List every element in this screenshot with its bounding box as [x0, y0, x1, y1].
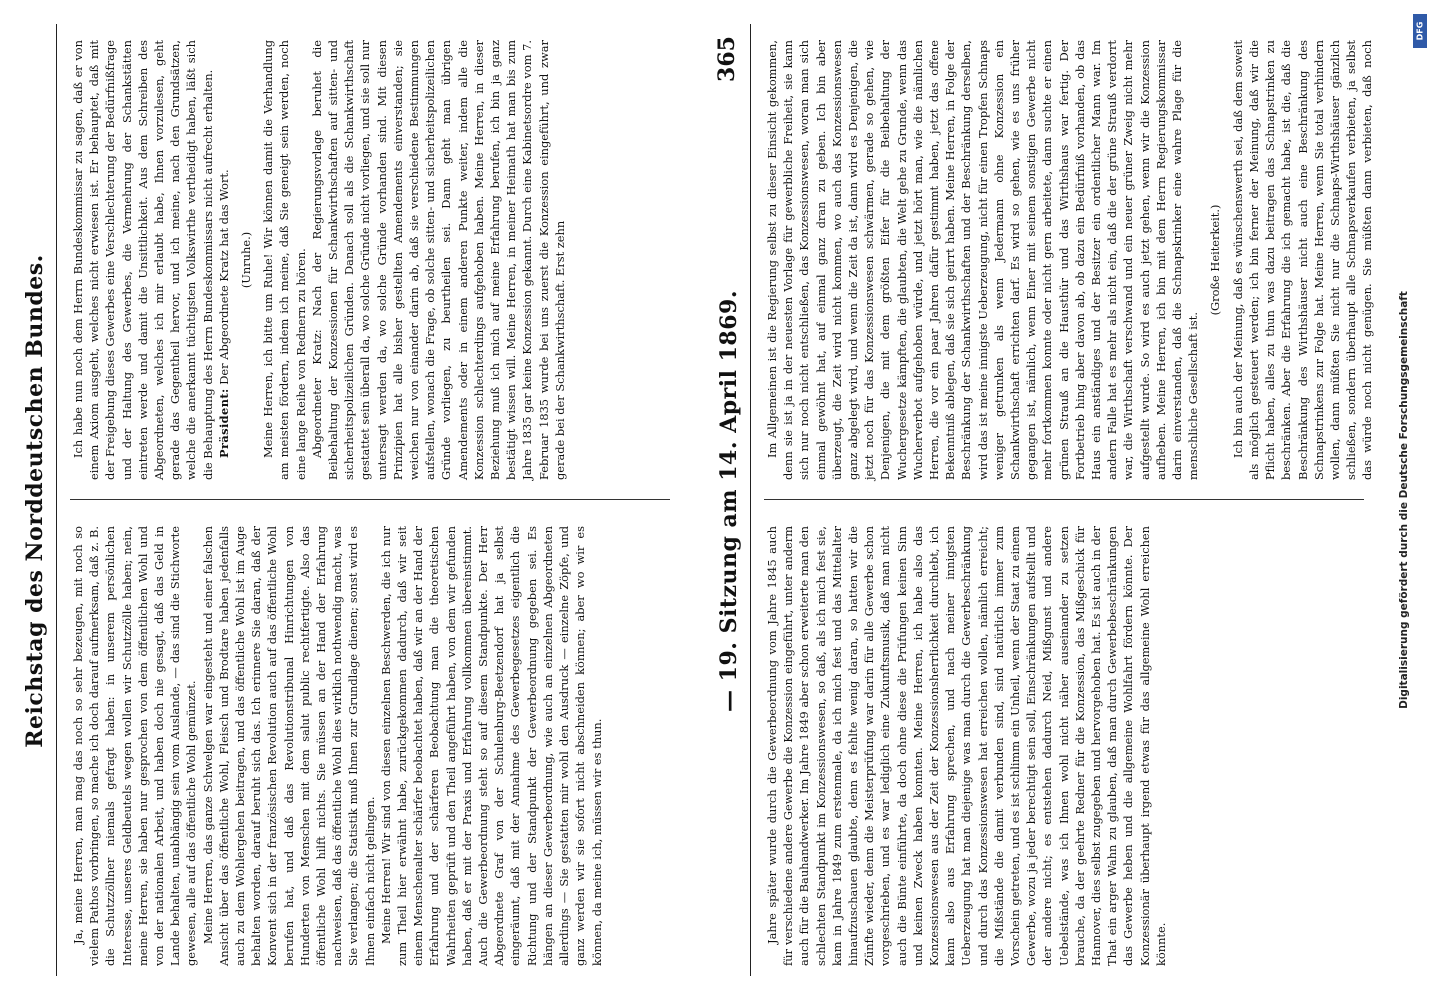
- right-page-rotated: [700, 4, 1376, 996]
- president-line: [216, 40, 232, 480]
- left-page-header: [20, 26, 60, 976]
- speaker-label: Präsident:: [216, 388, 231, 458]
- paragraph: Meine Herren, ich bitte um Ruhe! Wir können damit die Verhandlung am meisten fördern, indem ich meine, daß Sie geneigt sein werden, noch eine lange Reihe von Rednern zu hören.: [261, 40, 308, 480]
- column-divider-right: [764, 499, 1364, 500]
- dfg-logo-text: DFG: [1415, 21, 1425, 41]
- dfg-logo: [1413, 14, 1427, 48]
- page-number: 365: [714, 36, 740, 82]
- paragraph: Im Allgemeinen ist die Regierung selbst zu dieser Einsicht gekommen, denn sie ist ja in der neuesten Vorlage für gewerbliche Freiheit, sie kann sich nur noch nicht entschließen, das Konzessionswesen, woran man sich einmal gewöhnt hat, auf einmal ganz dran zu geben. Ich bin aber überzeugt, die Zeit wird nicht kommen, wo auch das Konzessionswesen ganz abgelegt wird, und wenn die Zeit da ist, dann wird es Denjenigen, die jetzt noch für das Konzessionswesen schwärmen, gerade so gehen, wie Denjenigen, die mit dem größten Eifer für die Beibehaltung der Wuchergesetze kämpften, die glaubten, die Welt gehe zu Grunde, wenn das Wucherverbot aufgehoben würde, und jetzt hört man, wie die nämlichen Herren, die vor ein paar Jahren dafür gestimmt haben, jetzt das offene Bekenntniß ablegen, daß sie sich geirrt haben. Meine Herren, in Folge der Beschränkung der Schankwirthschaften und der Beschränkung derselben, wird das ist meine innigste Ueberzeugung, nicht für einen Tropfen Schnaps weniger getrunken als wenn Jedermann ohne Konzession ein Schankwirthschaft errichten darf. Es wird so gehen, wie es uns früher gegangen ist, nämlich, wenn Einer mit seinem sonstigen Gewerbe nicht mehr fortkommen konnte oder nicht gern arbeitete, dann suchte er einen grünen Strauß an die Hausthür und das Wirthshaus war fertig. Der Fortbetrieb hing aber davon ab, ob dazu ein Bedürfniß vorhanden, ob das Haus ein anständiges und der Besitzer ein ordentlicher Mann war. Im andern Falle hat es mehr als nicht ein, daß die der grüne Strauß verdorrt war, die Wirthschaft verschwand und ein neuer grüner Zweig nicht mehr aufgestellt wurde. So wird es auch jetzt gehen, wenn wir die Konzession aufheben. Meine Herren, ich bin mit dem Herrn Regierungskommissar darin einverstanden, daß die Schnapskrinker eine wahre Plage für die menschliche Gesellschaft ist.: [765, 40, 1201, 480]
- interjection: (Große Heiterkeit.): [1208, 204, 1223, 316]
- paragraph: Abgeordneter Kratz: Nach der Regierungsvorlage beruhet die Beibehaltung der Konzessionen für Schankwirthschaften auf sitten- und sicherheitspolizeilichen Gründen. Danach soll als die Schankwirthschaft gestattet sein überall da, wo solche Gründe nicht vorliegen, und sie soll nur untersagt werden da, wo solche Gründe vorhanden sind. Mit diesen Prinzipien hat alle bisher gestellten Amendements einverstanden; sie weichen nur von einander darin ab, daß sie verschiedene Bestimmungen aufstellen, wonach die Frage, ob solche sitten- und sicherheitspolizeilichen Gründe vorliegen, zu beurtheilen sei. Dann geht man übrigen Amendements oder in einem anderen Punkte weiter, indem alle die Konzession schlechterdings aufgehoben haben. Meine Herren, in dieser Beziehung muß ich mich auf meine Erfahrung berufen, ich bin ja ganz bestätigt wissen will. Meine Herren, in meiner Heimath hat man bis zum Jahre 1835 gar keine Konzession gekannt. Durch eine Kabinetsordre vom 7. Februar 1835 wurde bei uns zuerst die Konzession eingeführt, und zwar gerade bei der Schankwirthschaft. Erst zehn: [309, 40, 567, 480]
- left-column-b: [70, 40, 568, 480]
- paragraph: Meine Herren! Wir sind von diesen einzelnen Beschwerden, die ich nur zum Theil hier erwähnt habe, zurückgekommen dadurch, daß wir seit einem Menschenalter schärfer beobachtet haben, daß wir an der Hand der Erfahrung und der schärferen Beobachtung man die theoretischen Wahrheiten geprüft und den Theil angeführt haben, von dem wir gefunden haben, daß er mit der Praxis und Erfahrung vollkommen übereinstimmt. Auch die Gewerbeordnung steht so auf diesem Standpunkte. Der Herr Abgeordnete Graf von der Schulenburg-Beetzendorf hat ja selbst eingeräumt, daß mit der Annahme des Gewerbegesetzes eigentlich die Richtung und der Standpunkt der Gewerbeordnung gegeben sei. Es hängen an dieser Gewerbeordnung, wie auch an einzelnen Abgeordneten allerdings — Sie gestatten mir wohl den Ausdruck — einzelne Zöpfe, und ganz werden wir sie sofort nicht abschneiden können; aber wo wir es können, da meine ich, müssen wir es thun.: [378, 526, 604, 966]
- paragraph: Ich habe nun noch dem Herrn Bundeskommissar zu sagen, daß er von einem Axiom ausgeht, welches nicht erwiesen ist. Er behauptet, daß mit der Freigebung dieses Gewerbes eine Verschlechterung der Bedürfnißfrage und der Haltung des Gewerbes, die Vermehrung der Schankstätten eintreten werde und damit die Unsittlichkeit. Aus dem Schreiben des Abgeordneten, welches ich mir erlaubt habe, Ihnen vorzulesen, geht gerade das Gegentheil hervor, und ich meine, nach den Grundsätzen, welche die anerkannt tüchtigsten Volkswirthe vertheidigt haben, läßt sich die Behauptung des Herrn Bundeskommissars nicht aufrecht erhalten.: [71, 40, 215, 480]
- president-text: Der Abgeordnete Kratz hat das Wort.: [216, 169, 231, 385]
- digitization-credit: [1376, 40, 1432, 960]
- left-column-a: [70, 526, 605, 966]
- right-column-b: [764, 40, 1376, 480]
- running-title-left: Reichstag des Norddeutschen Bundes.: [22, 254, 48, 748]
- interjection: (Unruhe.): [239, 231, 254, 289]
- right-column-a: [764, 526, 1169, 966]
- left-page-rotated: [6, 4, 696, 996]
- paragraph: Ich bin auch der Meinung, daß es wünschenswerth sei, daß dem soweit als möglich gesteuert werden; ich bin ferner der Meinung, daß wir die Pflicht haben, alles zu thun was dazu beitragen das Schnapstrinken zu beschränken. Aber die Erfahrung die ich gemacht habe, ist die, daß die Beschränkung des Wirthshäuser nicht auch eine Beschränkung des Schnapstrinkens zur Folge hat. Meine Herren, wenn Sie total verhindern wollen, dann müßten Sie nicht nur die Schnaps-Wirthshäuser gänzlich schließen, sondern überhaupt alle Schnapsverkaufen verbieten, ja selbst das würde noch nicht genügen. Sie müßten dann verbieten, daß noch: [1230, 40, 1375, 480]
- header-rule-right: [750, 24, 751, 976]
- paragraph: Meine Herren, das ganze Schwelgen war eingesteht und einer falschen Ansicht über das öffentliche Wohl, Fleisch und Brodtare haben jedenfalls auch zu dem Wohlergehen beitragen, und das öffentliche Wohl ist im Auge behalten worden, darauf beruht sich das. Ich erinnere Sie daran, daß der Konvent sich in der französischen Revolution auch auf das öffentliche Wohl berufen hat, und daß das Revolutionstribunal Hinrichtungen von Hunderten von Menschen mit dem salut public rechtfertigte. Also das öffentliche Wohl hilft nichts. Sie müssen an der Hand der Erfahrung nachweisen, daß das öffentliche Wohl dies wirklich nothwendig macht, was Sie verlangen; die Statistik muß Ihnen zur Grundlage dienen; sonst wird es Ihnen einfach nicht gelingen.: [200, 526, 377, 966]
- column-divider-left: [70, 499, 670, 500]
- header-rule-left: [56, 24, 57, 976]
- paragraph: Jahre später wurde durch die Gewerbeordnung vom Jahre 1845 auch für verschiedene andere Gewerbe die Konzession eingeführt, unter anderm auch für die Bauhandwerker. Im Jahre 1849 aber schon erweiterte man den schlechten Standpunkt im Konzessionswesen, so daß, als ich mich fest sie, kam in Jahre 1849 zum erstenmale, da ich mich fest und das Mittelalter hinaufzuschauen glaubte, denn es fehlte wenig daran, so hatten wir die Zünfte wieder, denn die Meisterprüfung war darin für alle Gewerbe schon vorgeschrieben, und es war lediglich eine Zukunftsmusik, daß man nicht auch die Bünte einführte, da doch ohne diese die Prüfungen keinen Sinn und keinen Zweck haben konnten. Meine Herren, ich habe also das Konzessionswesen aus der Zeit der Konzessionsherrlichkeit durchlebt, ich kann also aus Erfahrung sprechen, und nach meiner innigsten Ueberzeugung hat man diejenige was man durch die Gewerbeschränkung und durch das Konzessionswesen hat erreichen wollen, nämlich erreicht; die Mißstände die damit verbunden sind, sind natürlich immer zum Vorschein getreten, und es ist schlimm ein Unheil, wenn der Staat zu einem Gewerbe, wozu ja jeder berechtigt sein soll, Einschränkungen aufstellt und der andere nicht; es entstehen dadurch Neid, Mißgunst und andere Uebelstände, was ich Ihnen wohl nicht näher auseinander zu setzen brauche, da der geehrte Redner für die Konzession, das Mißgeschick für Hannover, dies selbst zugegeben und hervorgehoben hat. Es ist auch in der That ein arger Wahn zu glauben, daß man durch Gewerbebeschränkungen das Gewerbe heben und die allgemeine Wohlfahrt fördern könnte. Der Konzessionär überhaupt irgend etwas für das allgemeine Wohl erreichen könnte.: [765, 526, 1168, 966]
- running-title-right: — 19. Sitzung am 14. April 1869.: [716, 290, 742, 712]
- right-page-header: [714, 26, 754, 976]
- credit-text: Digitalisierung gefördert durch die Deutsche Forschungsgemeinschaft: [1398, 291, 1410, 709]
- paragraph: Ja, meine Herren, man mag das noch so sehr bezeugen, mit noch so vielem Pathos vorbringen, so mache ich doch darauf aufmerksam, daß z. B. die Schutzzöllner niemals gefragt haben: in unserem persönlichen Interesse, unseres Geldbeutels wegen wollen wir Schutzzölle haben; nein, meine Herren, sie haben nur gesprochen von dem öffentlichen Wohl und von der nationalen Arbeit, und haben doch nie gesagt, daß das Geld in Lande behalten, unabhängig sein vom Auslande, — das sind die Stichworte gewesen, alle auf das öffentliche Wohl gemünzet.: [71, 526, 199, 966]
